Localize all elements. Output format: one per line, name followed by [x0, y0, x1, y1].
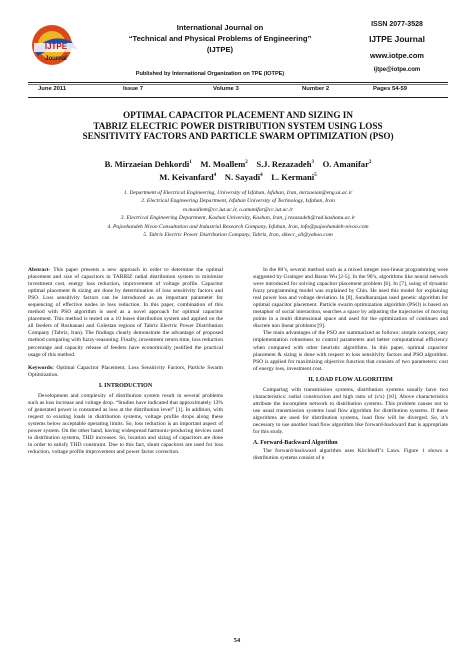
author-aff: 4	[213, 172, 217, 178]
author-aff: 2	[368, 160, 372, 165]
page-number: 54	[233, 637, 241, 644]
author-aff: 4	[260, 172, 263, 178]
author-aff: 2	[245, 160, 248, 165]
issue-num: Number 2	[302, 86, 330, 92]
section-heading: II. LOAD FLOW ALGORITHM	[308, 376, 393, 383]
issue-pages: Pages 54-59	[373, 86, 408, 92]
issn: ISSN 2077-3528	[371, 21, 423, 28]
journal-line-2: “Technical and Physical Problems of Engineering”	[128, 34, 312, 43]
journal-name: IJTPE Journal	[369, 34, 425, 44]
author-name: L. Kermani	[271, 171, 315, 182]
author-aff: 3	[311, 160, 315, 165]
affiliation: 2. Electrical Engineering Department, Isfahan University of Technology, Isfahan, Iran	[141, 198, 335, 205]
body-paragraph: The main advantages of the PSO are summarized as follows: simple concept, easy implementation robustness to control parameters and better computational efficiency when compared with other heuristic algorithms. In this paper, optimal capacitor placement & sizing is done with respect to loss sensitivity factors and PSO algorithm. PSO is applied for maximizing objective function that consists of two parameters: cost of energy loss, investment cost.	[253, 330, 448, 372]
abstract-label: Abstract-	[28, 267, 51, 273]
journal-line-3: (IJTPE)	[206, 45, 234, 54]
journal-website[interactable]: www.iotpe.com	[370, 51, 424, 60]
paper-title	[40, 110, 436, 142]
keywords	[28, 365, 223, 379]
author-list	[50, 157, 426, 183]
loadflow-paragraph: Comparing with transmission systems, distribution systems usually have two characteristics: radial construction and high ratio of (r/x) [10]. Above characteristics attribute the incomplete network to distribution systems. This problem causes not to use usual transmission systems load flow algorithm for distribution systems. If these algorithms are used for distribution systems, load flow will be diverged. So, it’s necessary to use another load flow algorithm like forward-backward that is appropriate for this study.	[253, 386, 448, 436]
header-rule	[28, 82, 448, 83]
author-name: B. Mirzaeian Dehkordi	[104, 158, 190, 169]
logo-text-bottom: Journal	[45, 56, 67, 62]
issue-rule	[28, 97, 448, 98]
author-name: M. Moallem	[200, 158, 246, 169]
affiliations	[40, 189, 436, 239]
author-aff: 5	[314, 172, 317, 178]
issue-date: June 2011	[38, 86, 67, 92]
abstract	[28, 267, 223, 359]
title-line: OPTIMAL CAPACITOR PLACEMENT AND SIZING IN	[123, 110, 353, 120]
body-paragraph: In the 80’s, several method such as a mixed integer non-linear programming were suggested by Grainger and Baran Wu [2-5]. In the 90’s, algorithms like neural network were introduced for solving capacitor placement problem [6]. In [7], using of dynamic fuzzy programming model was explained by Chin. He used this model for explaining real power loss and voltage deviation. In [8], Sundhararajan used genetic algorithm for optimal capacitor placement. Particle swarm optimization algorithm (PSO) is based on metaphor of social interaction, searches a space by adjusting the trajectories of moving points in a multi dimensional space and used for the optimization of continues and discrete non linear problems [9].	[253, 267, 448, 330]
title-line: TABRIZ ELECTRIC POWER DISTRIBUTION SYSTEM USING LOSS	[93, 120, 383, 131]
author-name: M. Keivanfard	[159, 171, 214, 182]
affiliation: m.moallem@cc.iut.ac.ir, o.amanifar@cc.iut.ac.ir	[182, 206, 294, 213]
section-heading: I. INTRODUCTION	[98, 382, 153, 389]
subsection-paragraph: The forward-backward algorithm uses Kirchhoff’s Laws. Figure 1 shows a distribution systems consist of n	[253, 448, 448, 462]
affiliation: 5. Tabriz Electric Power Distribution Company, Tabriz, Iran, slkecc_sll@yahoo.com	[143, 232, 333, 239]
author-name: O. Amanifar	[322, 158, 369, 169]
author-name: N. Sayadi	[224, 171, 261, 182]
author-name: S.J. Rezazadeh	[256, 158, 312, 169]
issue-volume: Volume 3	[213, 86, 239, 92]
journal-logo	[28, 20, 86, 70]
intro-paragraph: Development and complexity of distribution system result in several problems such as loss increase and voltage drop. “Studies have indicated that approximately 13% of generated power is consumed as loss at the distribution level” [1]. In addition, with respect to existing loads in distribution systems, voltage profile drops along these systems below acceptable operating limits. So, loss reduction is an important aspect of power system. On the other hand, having widespread harmonic-producing devices used in distribution systems, THD increases. So, location and sizing of capacitors are done in order to satisfy THD constraint. Due to this fact, shunt capacitors are used for loss reduction, voltage profile improvement and power factor correction.	[28, 392, 223, 456]
issue-number: Issue 7	[123, 86, 143, 92]
affiliation: 4. Pajoohandeh Nivoo Consultation and Industrial Research Company, Isfahan, Iran, info@pajoohandeh-nivoo.com	[107, 223, 369, 230]
header-rule-thin	[28, 84, 448, 85]
right-column	[253, 267, 448, 462]
journal-line-1: International Journal on	[176, 23, 264, 32]
journal-header	[104, 22, 336, 55]
left-column	[28, 267, 223, 456]
published-by: Published by International Organization on TPE (IOTPE)	[135, 71, 285, 77]
affiliation: 3. Electrical Engineering Department, Kashan University, Kashan, Iran, j.rezazadeh@rad.kashanu.ac.ir	[120, 215, 356, 222]
journal-info	[347, 20, 447, 77]
abstract-text: This paper presents a new approach in order to determine the optimal placement and size of capacitors in TABRIZ radial distribution system to minimize investment cost, energy loss reduction, improvement of voltage profile. Capacitor optimal placement & sizing are done by determination of loss sensitivity factors and PSO. Loss sensitivity factors can be introduced as an important parameter for sequencing of effective nodes in loss reduction. In this paper, combination of this method with PSO algorithm is used as a novel approach for optimal capacitor placement. This method is tested on a 10 buses distribution system and applied on the all feeders of Roshanaei and Golestan regions of Tabriz Electric Power Distribution Company (Tabriz, Iran). The findings clearly demonstrate the advantage of proposed method comparing with fuzzy-reasoning. Finally, investment return time, loss reduction percentage and capacity release of feeders have economically justified the practical usage of this method.	[28, 267, 223, 358]
journal-email[interactable]: ijtpe@iotpe.com	[373, 67, 421, 73]
subsection-heading: A. Forward-Backward Algorithm	[253, 440, 338, 447]
author-aff: 1	[189, 160, 192, 165]
affiliation: 1. Department of Electrical Engineering, University of Isfahan, Isfahan, Iran, mirzaeian@eng.ui.ac.ir	[123, 190, 353, 196]
logo-text-top: IJTPE	[44, 42, 68, 51]
title-line: SENSITIVITY FACTORS AND PARTICLE SWARM OPTIMIZATION (PSO)	[82, 131, 394, 142]
keywords-text: Optimal Capacitor Placement, Loss Sensitivity Factors, Particle Swarm Optimization.	[28, 364, 223, 378]
keywords-label: Keywords:	[28, 364, 54, 371]
